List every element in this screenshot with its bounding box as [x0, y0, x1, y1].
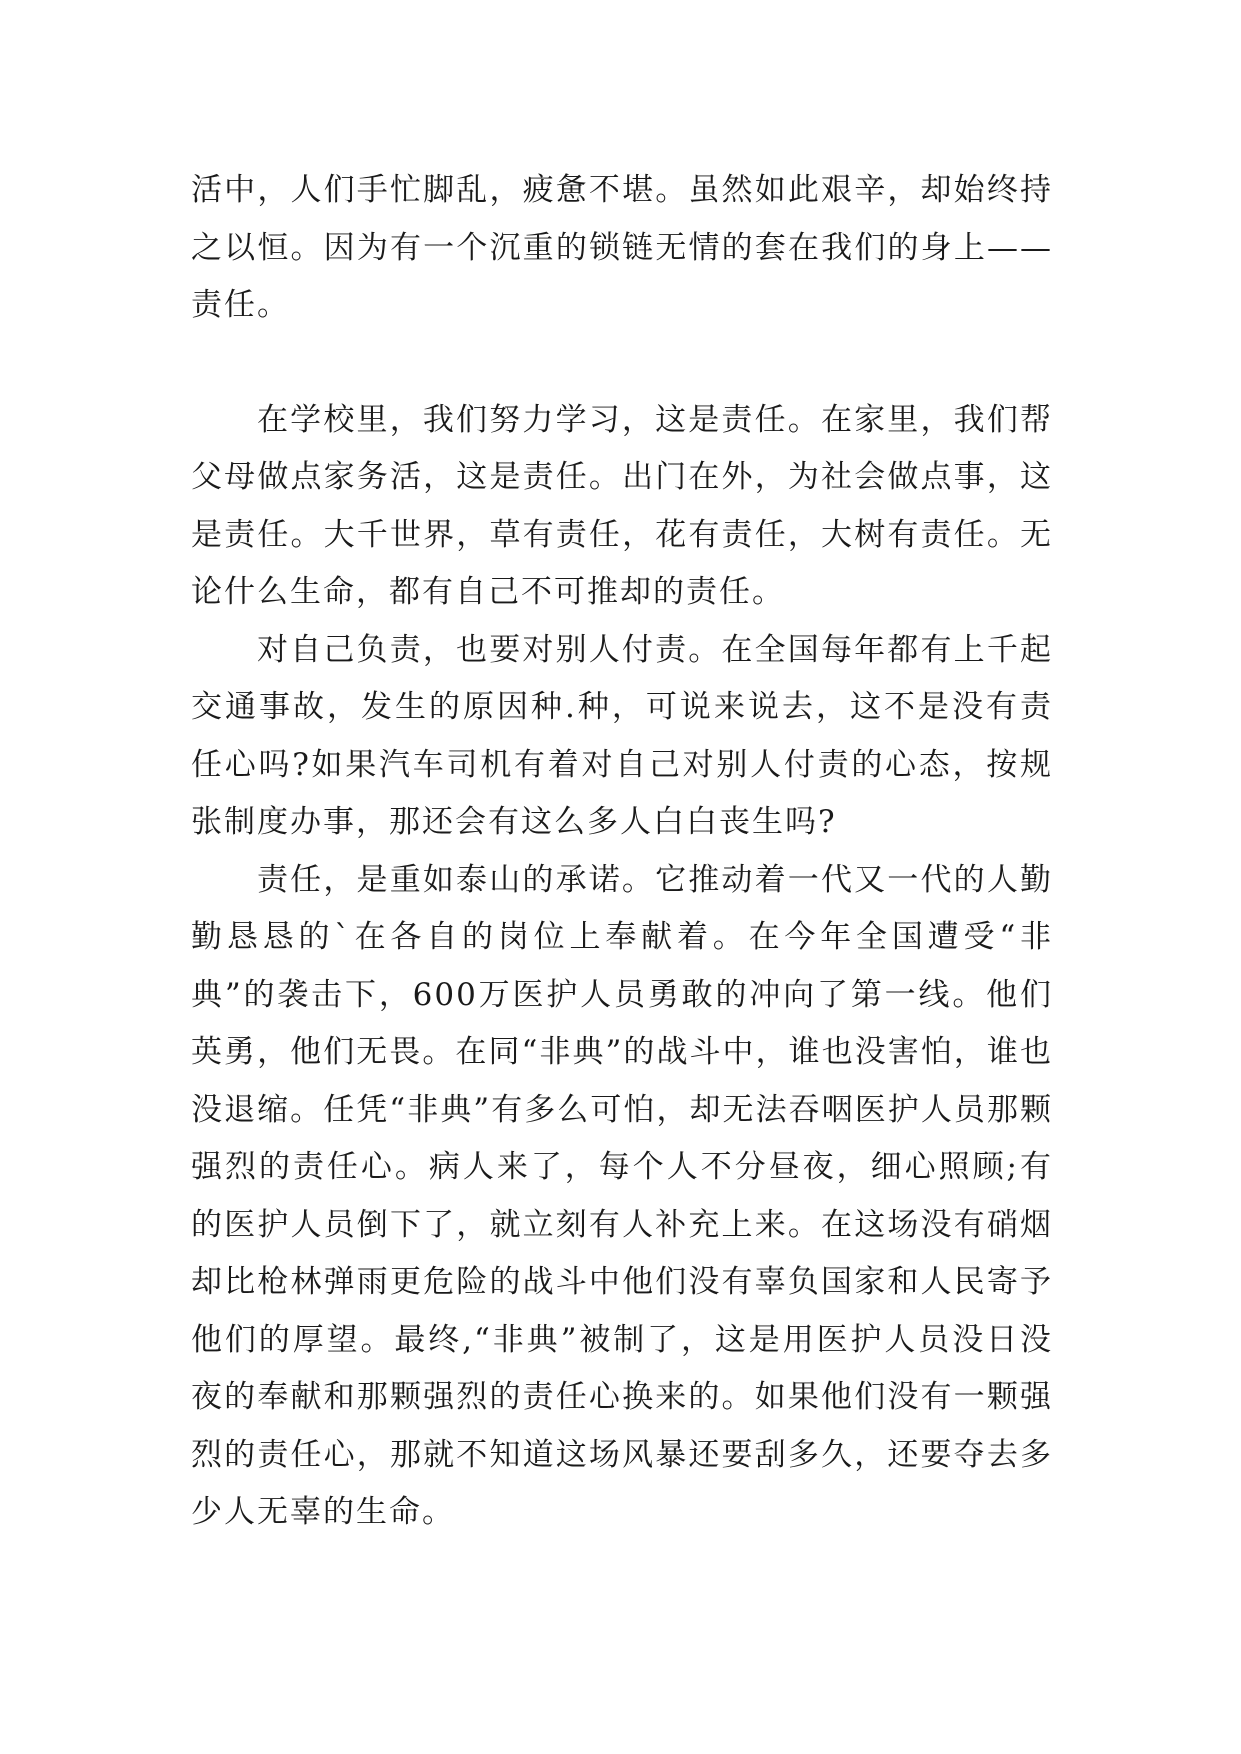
paragraph-responsibility-others: 对自己负责，也要对别人付责。在全国每年都有上千起交通事故，发生的原因种.种，可说来说去，这不是没有责任心吗?如果汽车司机有着对自己对别人付责的心态，按规张制度办事，那还会有这么多人白白丧生吗?: [191, 631, 1053, 840]
paragraph-continuation: 活中，人们手忙脚乱，疲惫不堪。虽然如此艰辛，却始终持之以恒。因为有一个沉重的锁链无情的套在我们的身上——责任。: [191, 172, 1053, 323]
document-body: [191, 162, 1053, 1542]
paragraph-medical-staff: 责任，是重如泰山的承诺。它推动着一代又一代的人勤勤恳恳的`在各自的岗位上奉献着。在今年全国遭受“非典”的袭击下，600万医护人员勇敢的冲向了第一线。他们英勇，他们无畏。在同“非典”的战斗中，谁也没害怕，谁也没退缩。任凭“非典”有多么可怕，却无法吞咽医护人员那颗强烈的责任心。病人来了，每个人不分昼夜，细心照顾;有的医护人员倒下了，就立刻有人补充上来。在这场没有硝烟却比枪林弹雨更危险的战斗中他们没有辜负国家和人民寄予他们的厚望。最终,“非典”被制了，这是用医护人员没日没夜的奉献和那颗强烈的责任心换来的。如果他们没有一颗强烈的责任心，那就不知道这场风暴还要刮多久，还要夺去多少人无辜的生命。: [191, 861, 1053, 1530]
paragraph-school-home: 在学校里，我们努力学习，这是责任。在家里，我们帮父母做点家务活，这是责任。出门在外，为社会做点事，这是责任。大千世界，草有责任，花有责任，大树有责任。无论什么生命，都有自己不可推却的责任。: [191, 401, 1053, 610]
